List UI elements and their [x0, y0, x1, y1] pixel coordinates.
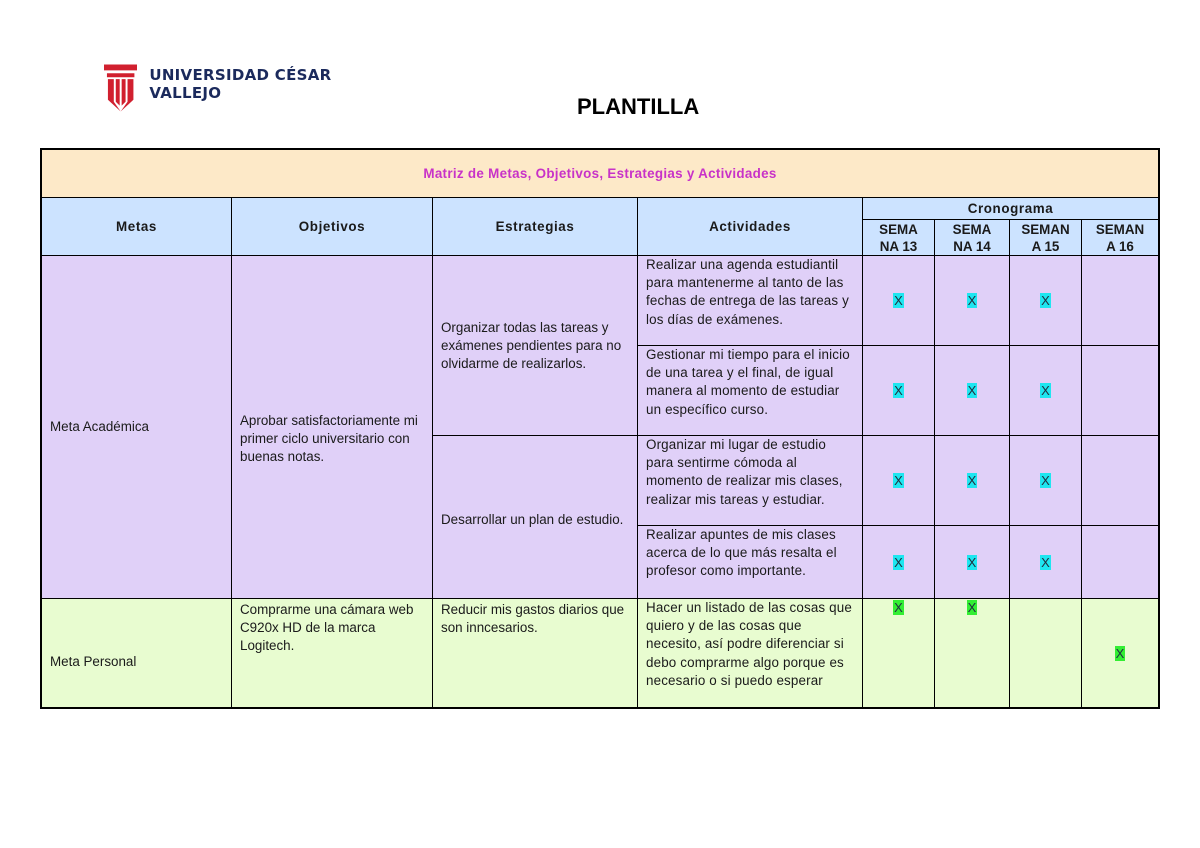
column-header-actividades: Actividades [638, 198, 863, 256]
schedule-cell [863, 346, 935, 436]
actividad-cell: Organizar mi lugar de estudio para sentirme cómoda al momento de realizar mis clases, realizar mis tareas y estudiar. [638, 436, 863, 526]
schedule-mark: X [1041, 293, 1050, 308]
estrategia-text: Organizar todas las tareas y exámenes pendientes para no olvidarme de realizarlos. [441, 319, 622, 371]
schedule-cell [935, 346, 1010, 436]
column-header-objetivos: Objetivos [232, 198, 433, 256]
schedule-mark: X [894, 473, 903, 488]
estrategia-cell [433, 256, 638, 436]
schedule-cell [1082, 599, 1158, 707]
schedule-mark: X [894, 383, 903, 398]
schedule-cell [1082, 526, 1158, 599]
matrix-title: Matriz de Metas, Objetivos, Estrategias y Actividades [42, 150, 1158, 198]
meta-cell [42, 599, 232, 707]
schedule-cell [935, 526, 1010, 599]
schedule-mark: X [967, 600, 977, 615]
schedule-mark: X [967, 473, 977, 488]
schedule-cell [935, 436, 1010, 526]
ucv-crest-icon [104, 62, 137, 114]
schedule-cell [1010, 346, 1082, 436]
schedule-mark: X [894, 554, 903, 570]
schedule-mark: X [967, 383, 977, 398]
estrategia-text: Reducir mis gastos diarios que son inncesarios. [441, 602, 625, 635]
schedule-mark: X [1041, 383, 1050, 398]
estrategia-cell [433, 599, 638, 707]
schedule-mark: X [894, 293, 903, 308]
meta-cell [42, 256, 232, 599]
actividad-cell: Realizar una agenda estudiantil para mantenerme al tanto de las fechas de entrega de las tareas y los días de exámenes. [638, 256, 863, 346]
schedule-cell [935, 256, 1010, 346]
university-name: UNIVERSIDAD CÉSAR VALLEJO [149, 66, 332, 102]
schedule-mark: X [967, 554, 977, 570]
schedule-mark: X [1041, 554, 1050, 570]
week-header: SEMAN A 16 [1082, 220, 1158, 256]
week-header: SEMAN A 15 [1010, 220, 1082, 256]
objetivo-text: Comprarme una cámara web C920x HD de la marca Logitech. [240, 602, 414, 653]
university-logo [104, 60, 404, 116]
schedule-cell [1010, 526, 1082, 599]
schedule-mark: X [967, 293, 977, 308]
actividad-cell: Hacer un listado de las cosas que quiero y de las cosas que necesito, así podre diferenciar si debo comprarme algo porque es necesario o si puedo esperar [638, 599, 863, 707]
schedule-mark: X [1041, 473, 1050, 488]
page-title: PLANTILLA [577, 94, 700, 119]
schedule-cell [863, 599, 935, 707]
schedule-cell [1082, 436, 1158, 526]
schedule-mark: X [894, 600, 903, 615]
column-header-cronograma: Cronograma [863, 198, 1158, 220]
objetivo-cell [232, 599, 433, 707]
schedule-cell [1010, 256, 1082, 346]
schedule-cell [1082, 256, 1158, 346]
estrategia-text: Desarrollar un plan de estudio. [441, 512, 624, 527]
column-header-estrategias: Estrategias [433, 198, 638, 256]
goals-matrix-table [40, 148, 1160, 709]
schedule-cell [863, 256, 935, 346]
schedule-cell [935, 599, 1010, 707]
meta-label: Meta Académica [50, 419, 149, 434]
schedule-cell [1082, 346, 1158, 436]
schedule-cell [1010, 436, 1082, 526]
week-header: SEMA NA 14 [935, 220, 1010, 256]
column-header-metas: Metas [42, 198, 232, 256]
estrategia-cell [433, 436, 638, 599]
schedule-mark: X [1115, 645, 1125, 661]
week-header: SEMA NA 13 [863, 220, 935, 256]
actividad-cell: Realizar apuntes de mis clases acerca de lo que más resalta el profesor como importante. [638, 526, 863, 599]
meta-label: Meta Personal [50, 654, 137, 669]
schedule-cell [1010, 599, 1082, 707]
schedule-cell [863, 526, 935, 599]
objetivo-text: Aprobar satisfactoriamente mi primer ciclo universitario con buenas notas. [240, 413, 418, 464]
objetivo-cell [232, 256, 433, 599]
actividad-cell: Gestionar mi tiempo para el inicio de una tarea y el final, de igual manera al momento de estudiar un específico curso. [638, 346, 863, 436]
schedule-cell [863, 436, 935, 526]
